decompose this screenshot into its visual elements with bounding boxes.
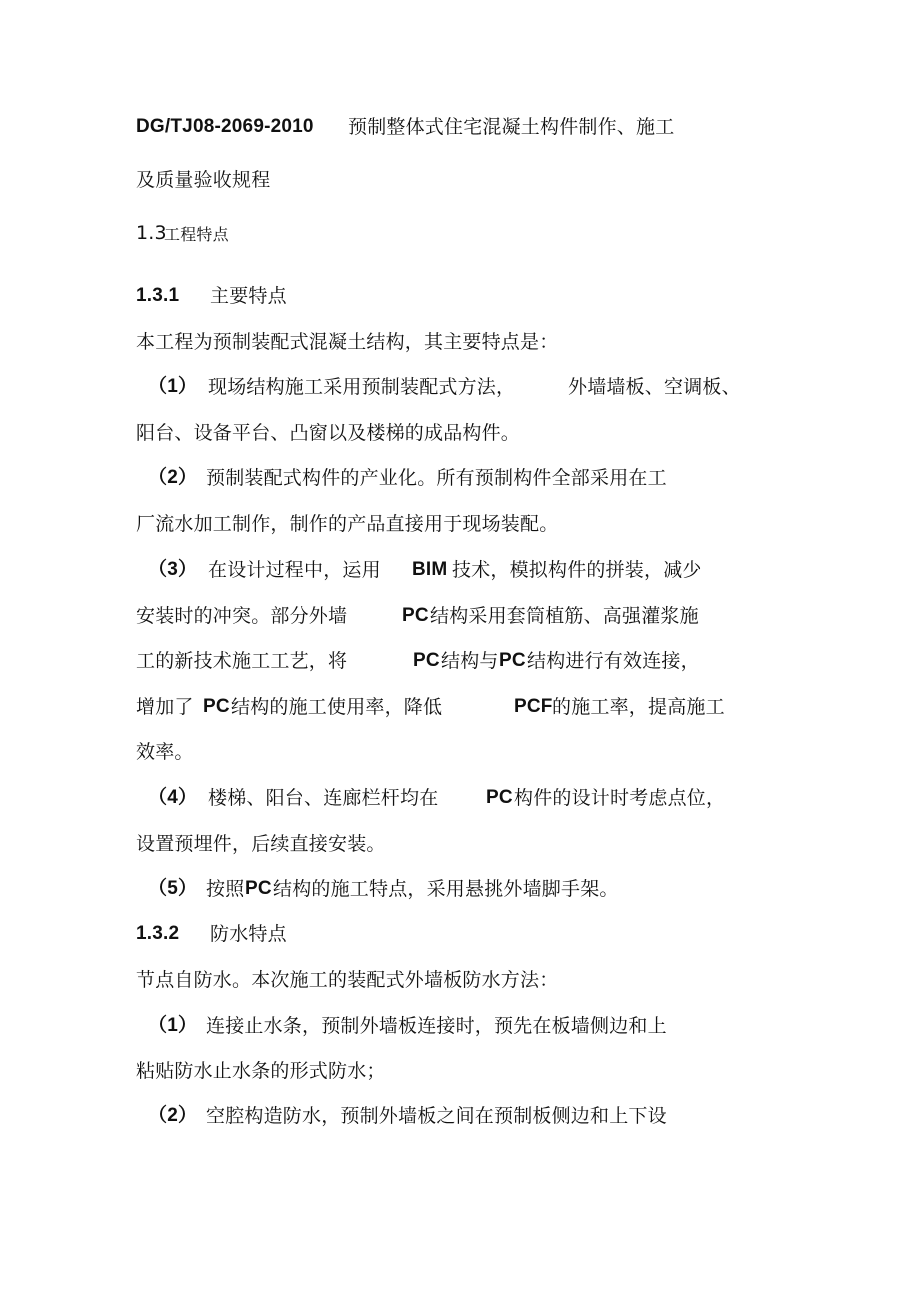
item-text: 预制装配式构件的产业化。所有预制构件全部采用在工	[206, 467, 667, 489]
item-term: PCF	[514, 696, 553, 717]
section-title: 主要特点	[210, 285, 287, 307]
section-title: 工程特点	[164, 225, 229, 244]
item-text: 构件的设计时考虑点位，	[514, 787, 726, 809]
item-number: （2）	[148, 467, 198, 488]
item-text: 空腔构造防水，预制外墙板之间在预制板侧边和上下设	[206, 1105, 667, 1127]
item-text: 设置预埋件，后续直接安装。	[136, 833, 386, 855]
section-number: 1.3.1	[136, 285, 180, 306]
item-text: 按照	[206, 878, 245, 900]
item-term: PC	[245, 878, 272, 899]
item-text: 结构进行有效连接，	[527, 650, 700, 672]
standard-title: 预制整体式住宅混凝土构件制作、施工	[348, 116, 675, 138]
section-number: 1.3.2	[136, 923, 180, 944]
item-text: 的施工率，提高施工	[552, 696, 725, 718]
section-number: 1.3	[136, 222, 167, 244]
item-number: （2）	[148, 1105, 198, 1126]
item-text: 增加了	[136, 696, 194, 718]
item-number: （3）	[148, 559, 198, 580]
item-text: 现场结构施工采用预制装配式方法，	[208, 376, 516, 398]
item-term: PC	[413, 650, 440, 671]
item-text: 粘贴防水止水条的形式防水；	[136, 1060, 386, 1082]
item-text: 安装时的冲突。部分外墙	[136, 605, 348, 627]
item-text: 结构与	[441, 650, 499, 672]
item-number: （1）	[148, 376, 198, 397]
item-text: 在设计过程中，运用	[208, 559, 381, 581]
item-text: 楼梯、阳台、连廊栏杆均在	[208, 787, 439, 809]
intro-text: 本工程为预制装配式混凝土结构，其主要特点是：	[136, 331, 559, 353]
item-term: BIM	[412, 559, 448, 580]
item-number: （4）	[148, 787, 198, 808]
item-term: PC	[486, 787, 513, 808]
item-text: 结构采用套筒植筋、高强灌浆施	[430, 605, 699, 627]
standard-code: DG/TJ08-2069-2010	[136, 116, 314, 137]
item-text: 外墙墙板、空调板、	[568, 376, 741, 398]
intro-text: 节点自防水。本次施工的装配式外墙板防水方法：	[136, 969, 559, 991]
item-term: PC	[203, 696, 230, 717]
item-text: 技术，模拟构件的拼装，减少	[452, 559, 702, 581]
item-number: （1）	[148, 1015, 198, 1036]
section-title: 防水特点	[210, 923, 287, 945]
item-text: 工的新技术施工工艺，将	[136, 650, 348, 672]
item-term: PC	[402, 605, 429, 626]
item-text: 结构的施工使用率，降低	[231, 696, 443, 718]
item-text: 阳台、设备平台、凸窗以及楼梯的成品构件。	[136, 422, 521, 444]
item-text: 连接止水条，预制外墙板连接时，预先在板墙侧边和上	[206, 1015, 667, 1037]
item-text: 结构的施工特点，采用悬挑外墙脚手架。	[273, 878, 619, 900]
item-text: 厂流水加工制作，制作的产品直接用于现场装配。	[136, 513, 559, 535]
standard-title-cont: 及质量验收规程	[136, 169, 271, 191]
item-term: PC	[499, 650, 526, 671]
item-number: （5）	[148, 878, 198, 899]
item-text: 效率。	[136, 741, 194, 763]
